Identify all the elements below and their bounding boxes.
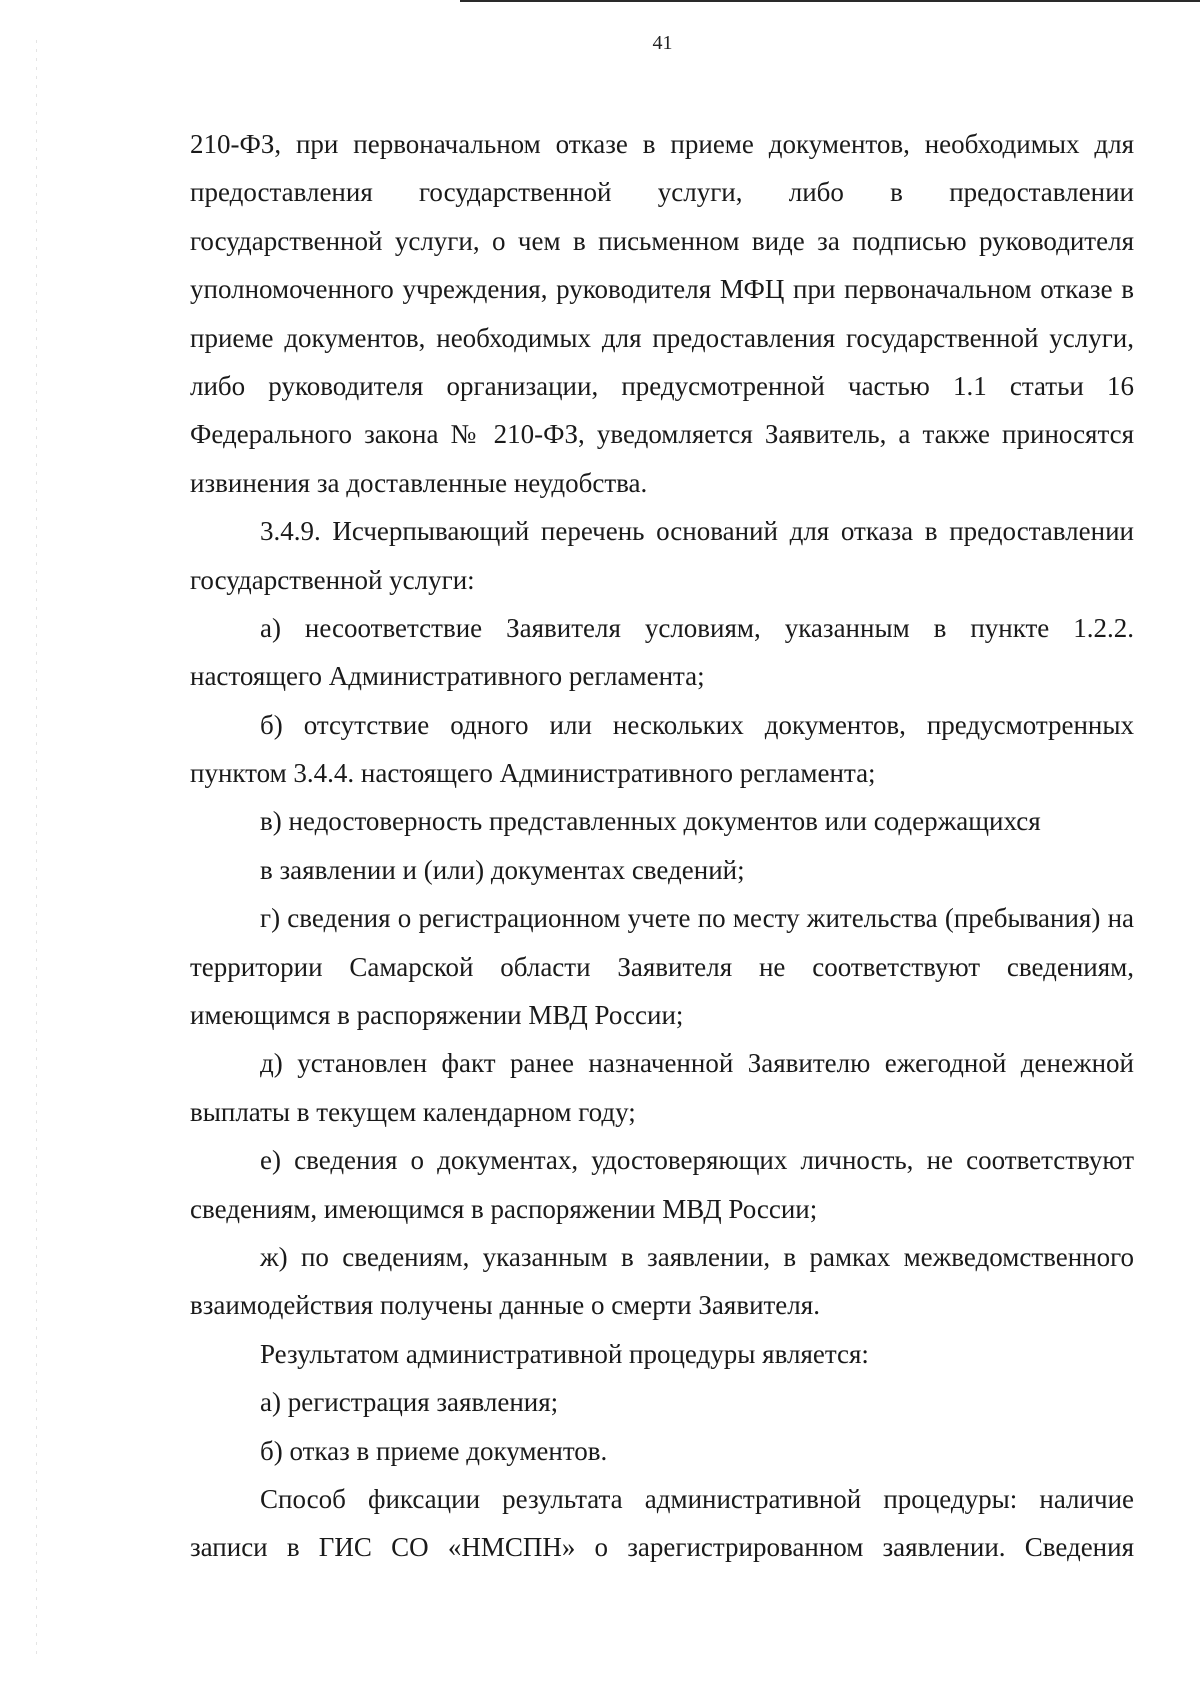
text-line: в заявлении и (или) документах сведений; [260,854,745,885]
scan-edge-artifact [36,40,37,1660]
text-line: территории Самарской области Заявителя не соответствуют сведениям, [190,951,1134,982]
text-line: настоящего Административного регламента; [190,661,705,692]
text-line: пунктом 3.4.4. настоящего Административного регламента; [190,758,876,789]
list-item-e-line: е) сведения о документах, удостоверяющих личность, не соответствуют [260,1145,1134,1176]
text-line: 3.4.9. Исчерпывающий перечень оснований для отказа в предоставлении [260,516,1134,547]
text-line: уполномоченного учреждения, руководителя МФЦ при первоначальном отказе в [190,274,1134,305]
text-line: сведениям, имеющимся в распоряжении МВД России; [190,1193,818,1224]
text-line: Способ фиксации результата административной процедуры: наличие [260,1483,1134,1514]
text-line: государственной услуги: [190,564,475,595]
list-item-d-line: д) установлен факт ранее назначенной Заявителю ежегодной денежной [260,1048,1134,1079]
text-line: Федерального закона № 210-ФЗ, уведомляется Заявитель, а также приносятся [190,419,1134,450]
text-line: предоставления государственной услуги, либо в предоставлении [190,177,1134,208]
list-item-g-line: г) сведения о регистрационном учете по месту жительства (пребывания) на [260,903,1134,934]
text-line: приеме документов, необходимых для предоставления государственной услуги, [190,322,1134,353]
result-item-a: а) регистрация заявления; [260,1387,559,1418]
text-line: взаимодействия получены данные о смерти Заявителя. [190,1290,820,1321]
list-item-b-line: б) отсутствие одного или нескольких документов, предусмотренных [260,709,1134,740]
list-item-v-line: в) недостоверность представленных документов или содержащихся [260,806,1041,837]
text-line: 210-ФЗ, при первоначальном отказе в приеме документов, необходимых для [190,129,1134,159]
text-line: либо руководителя организации, предусмотренной частью 1.1 статьи 16 [190,370,1134,401]
text-line: извинения за доставленные неудобства. [190,467,648,498]
top-border-line [460,0,1200,2]
page-number: 41 [652,32,673,54]
list-item-zh-line: ж) по сведениям, указанным в заявлении, в рамках межведомственного [260,1241,1134,1272]
list-item-a-line: а) несоответствие Заявителя условиям, указанным в пункте 1.2.2. [260,612,1134,643]
text-line: выплаты в текущем календарном году; [190,1096,636,1127]
text-line: имеющимся в распоряжении МВД России; [190,1000,684,1031]
document-body [190,120,1134,1572]
result-item-b: б) отказ в приеме документов. [260,1435,608,1466]
text-line: записи в ГИС СО «НМСПН» о зарегистрированном заявлении. Сведения [190,1532,1134,1563]
result-heading: Результатом административной процедуры является: [260,1338,869,1369]
text-line: государственной услуги, о чем в письменном виде за подписью руководителя [190,225,1134,256]
